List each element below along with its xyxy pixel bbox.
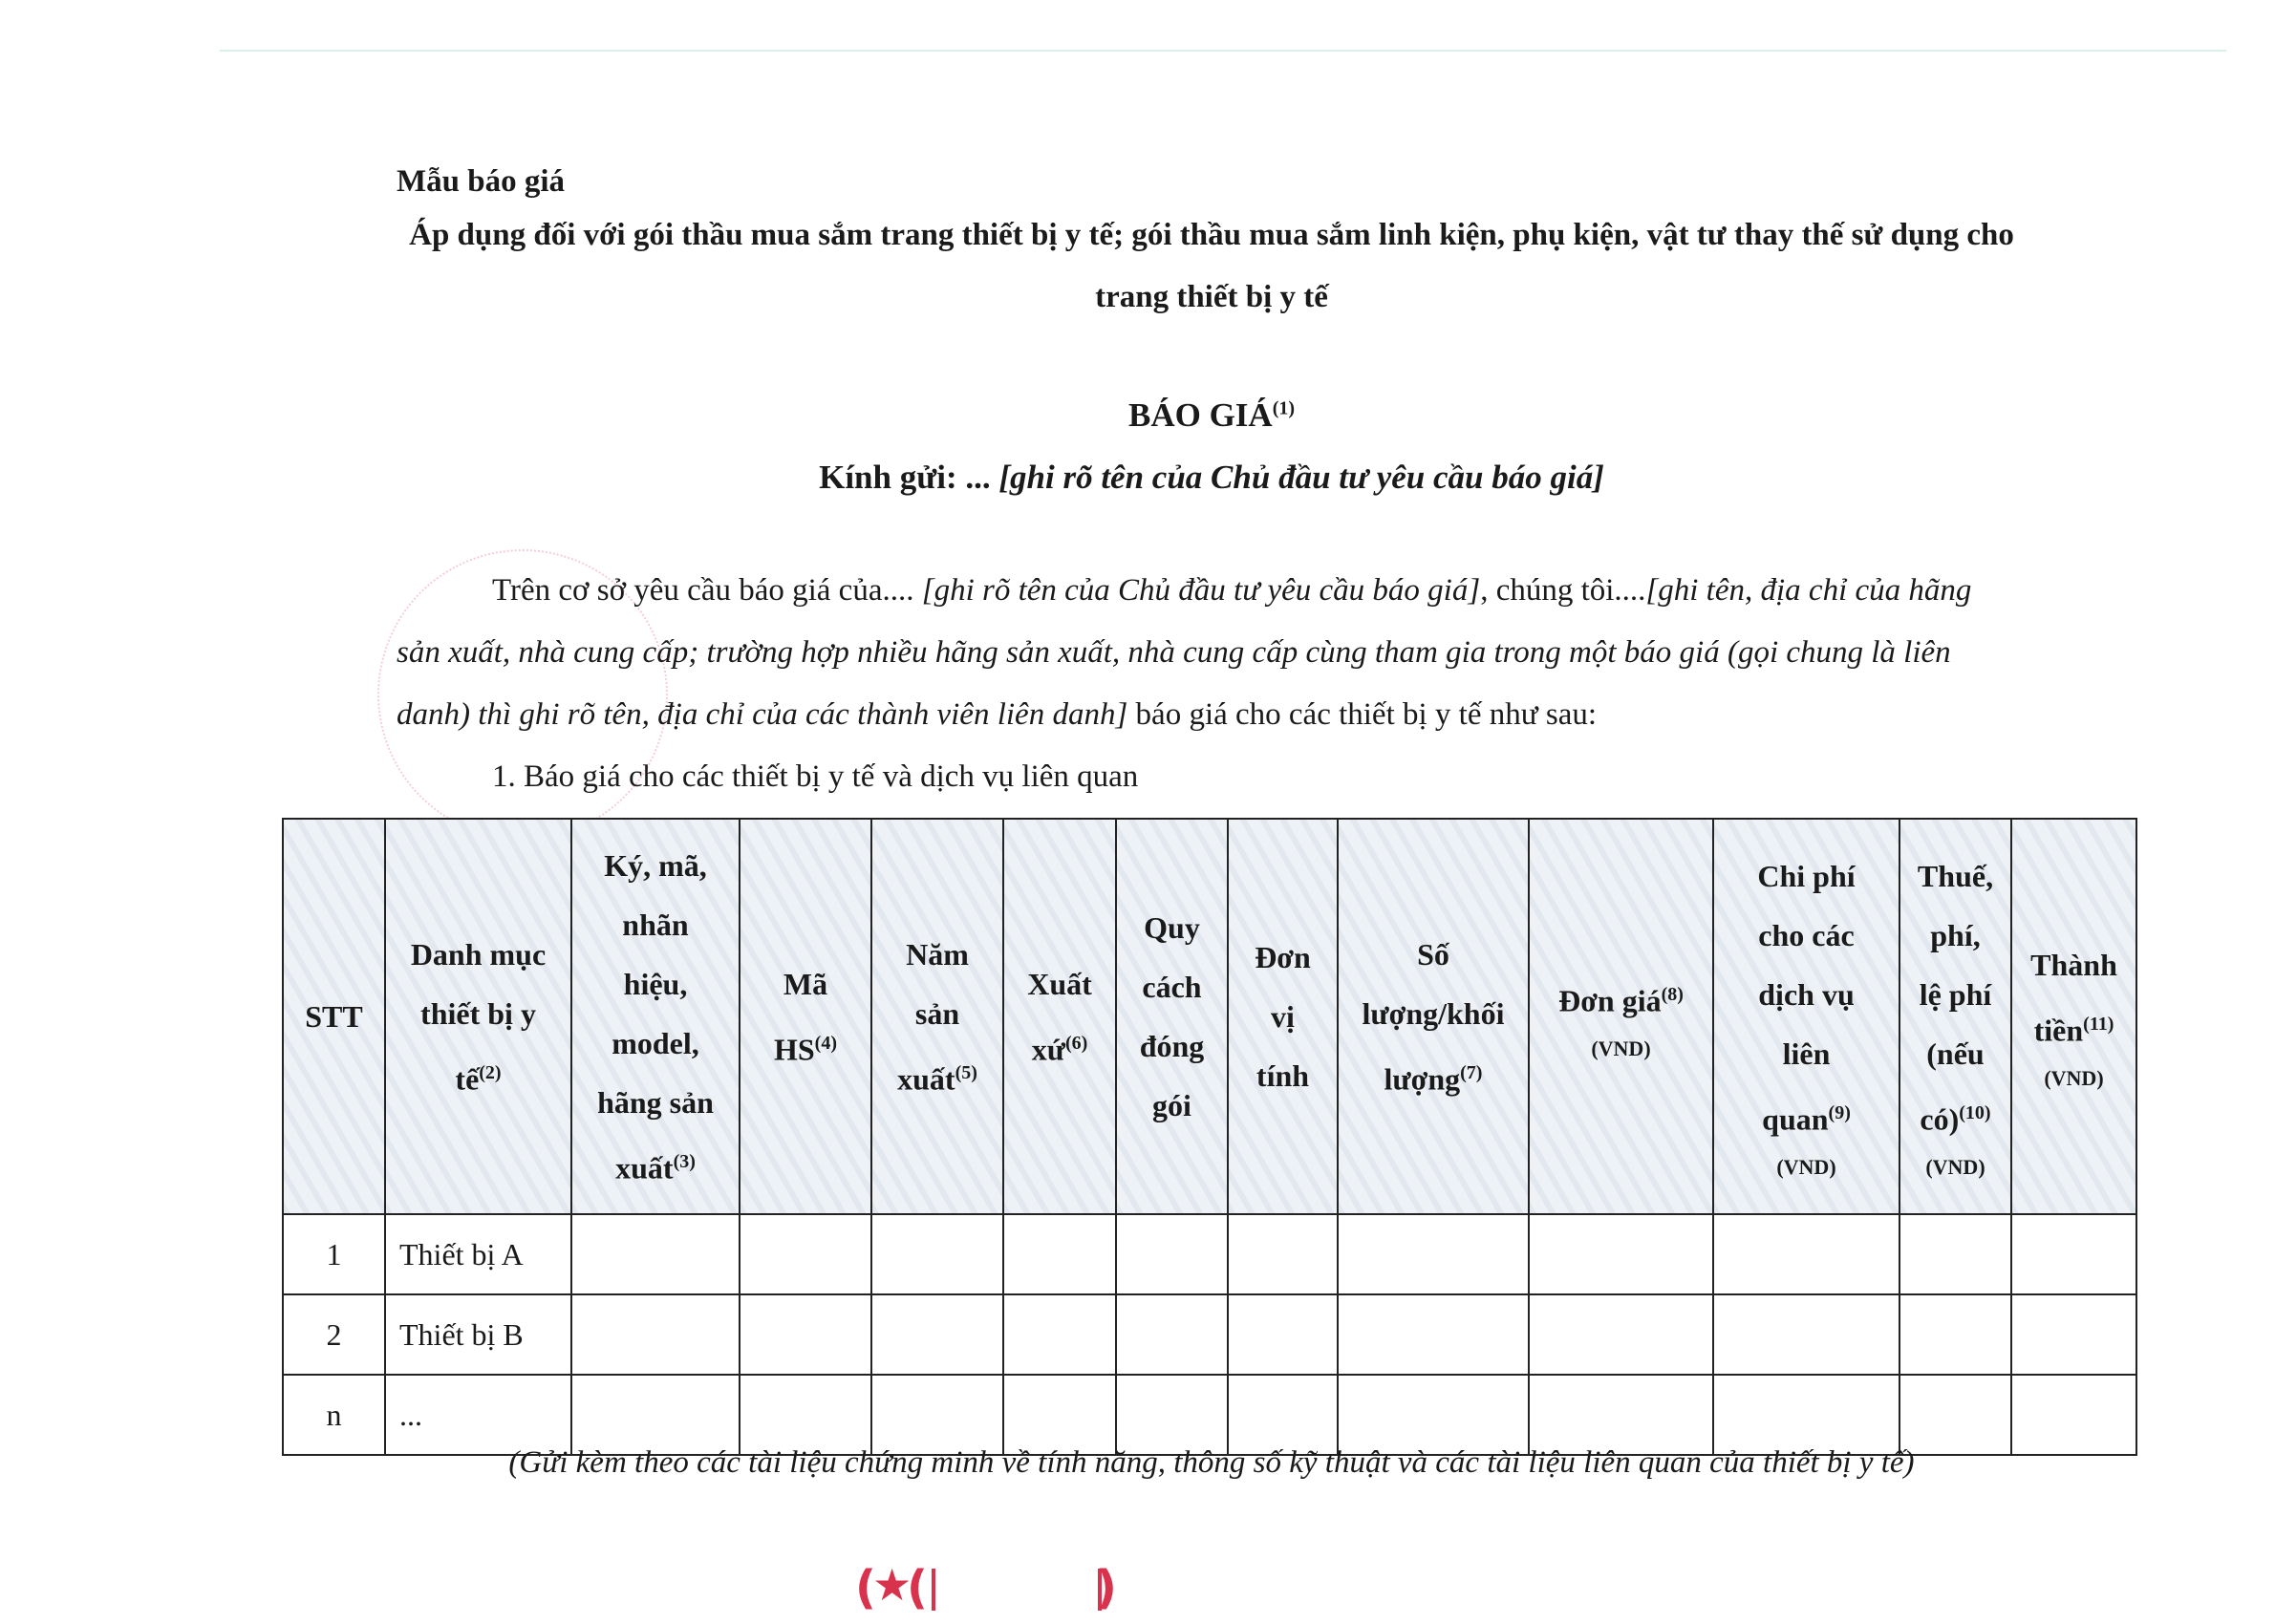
- header-text: Danh mục: [410, 936, 547, 972]
- header-text: nhãn: [622, 907, 689, 942]
- empty-cell: [1529, 1214, 1713, 1294]
- scan-edge-line: [220, 50, 2226, 52]
- stamp-ring-segment: [932, 1569, 1102, 1611]
- header-text: lệ phí: [1919, 976, 1992, 1012]
- stamp-star-icon: ★: [872, 1559, 912, 1611]
- header-text: model,: [612, 1025, 699, 1060]
- empty-cell: [1338, 1294, 1529, 1375]
- body-placeholder: [ghi rõ tên của Chủ đầu tư yêu cầu báo giá]: [921, 573, 1481, 608]
- header-unit: (VND): [1776, 1155, 1836, 1180]
- table-header-cell: [2011, 819, 2136, 1214]
- stamp-fragment: [855, 1555, 1132, 1624]
- empty-cell: [1529, 1294, 1713, 1375]
- table-header-cell: [740, 819, 871, 1214]
- header-note: (8): [1661, 983, 1684, 1005]
- header-note: (9): [1828, 1101, 1851, 1123]
- header-text: Chi phí: [1757, 858, 1856, 893]
- header-text: Số: [1417, 936, 1449, 972]
- empty-cell: [1713, 1294, 1899, 1375]
- header-text: có): [1920, 1101, 1960, 1137]
- header-text: sản: [914, 995, 960, 1031]
- header-text: Xuất: [1027, 966, 1092, 1001]
- empty-cell: [2011, 1294, 2136, 1375]
- header-text: xuất: [897, 1061, 955, 1097]
- scope-line-1: Áp dụng đối với gói thầu mua sắm trang thiết bị y tế; gói thầu mua sắm linh kiện, phụ kiện, vật tư thay thế sử dụng cho: [409, 218, 2014, 252]
- table-header-cell: [571, 819, 740, 1214]
- empty-cell: [2011, 1375, 2136, 1455]
- header-unit: (VND): [2044, 1066, 2104, 1091]
- header-text: Thành: [2030, 947, 2117, 982]
- header-text: lượng/khối: [1362, 995, 1505, 1031]
- row-stt: 2: [283, 1294, 385, 1375]
- header-text: (nếu: [1926, 1036, 1985, 1071]
- header-text: đóng: [1139, 1029, 1205, 1063]
- body-paragraph-line-2: sản xuất, nhà cung cấp; trường hợp nhiều hãng sản xuất, nhà cung cấp cùng tham gia trong một báo giá (gọi chung là liên: [397, 635, 1951, 670]
- empty-cell: [740, 1214, 871, 1294]
- row-device-name: Thiết bị B: [385, 1294, 571, 1375]
- header-text: STT: [305, 999, 363, 1034]
- header-text: tính: [1256, 1058, 1310, 1093]
- empty-cell: [1003, 1214, 1116, 1294]
- addressee-label: Kính gửi: ...: [819, 459, 991, 496]
- body-text: , chúng tôi....: [1480, 573, 1646, 608]
- header-note: (11): [2083, 1013, 2114, 1035]
- header-text: Mã: [783, 966, 828, 1001]
- header-text: HS: [773, 1032, 815, 1067]
- header-note: (7): [1460, 1061, 1483, 1083]
- header-text: thiết bị y: [420, 995, 536, 1031]
- document-title-note: (1): [1272, 397, 1296, 419]
- addressee-line: [0, 459, 2275, 497]
- empty-cell: [571, 1214, 740, 1294]
- table-header-cell: [1713, 819, 1899, 1214]
- header-text: Ký, mã,: [604, 847, 707, 883]
- table-row: [283, 1214, 2136, 1294]
- header-text: cách: [1142, 970, 1202, 1004]
- row-stt: 1: [283, 1214, 385, 1294]
- header-note: (3): [673, 1150, 696, 1172]
- empty-cell: [1228, 1294, 1338, 1375]
- header-text: tế: [455, 1061, 480, 1097]
- empty-cell: [1713, 1214, 1899, 1294]
- empty-cell: [871, 1375, 1003, 1455]
- header-note: (5): [955, 1061, 977, 1083]
- header-text: phí,: [1930, 917, 1981, 952]
- header-text: liên: [1782, 1036, 1831, 1071]
- table-header-cell: [1529, 819, 1713, 1214]
- header-note: (2): [479, 1061, 502, 1083]
- document-title-text: BÁO GIÁ: [1127, 396, 1273, 434]
- section-heading: 1. Báo giá cho các thiết bị y tế và dịch vụ liên quan: [492, 759, 1139, 794]
- header-text: quan: [1762, 1101, 1829, 1137]
- empty-cell: [1003, 1375, 1116, 1455]
- body-paragraph-line-1: [492, 573, 2212, 609]
- table-header-cell: [871, 819, 1003, 1214]
- table-header-cell: [385, 819, 571, 1214]
- header-text: gói: [1152, 1088, 1191, 1122]
- header-text: dịch vụ: [1758, 976, 1855, 1012]
- empty-cell: [1338, 1214, 1529, 1294]
- header-unit: (VND): [1925, 1155, 1985, 1180]
- header-text: vị: [1271, 999, 1295, 1034]
- empty-cell: [740, 1294, 871, 1375]
- empty-cell: [1228, 1214, 1338, 1294]
- empty-cell: [1338, 1375, 1529, 1455]
- footnote: (Gửi kèm theo các tài liệu chứng minh về tính năng, thông số kỹ thuật và các tài liệu liên quan của thiết bị y tế): [508, 1445, 1915, 1480]
- row-device-name: Thiết bị A: [385, 1214, 571, 1294]
- empty-cell: [1899, 1294, 2011, 1375]
- table-header-cell: [1899, 819, 2011, 1214]
- empty-cell: [1899, 1214, 2011, 1294]
- empty-cell: [740, 1375, 871, 1455]
- empty-cell: [1116, 1375, 1228, 1455]
- empty-cell: [1116, 1214, 1228, 1294]
- empty-cell: [571, 1294, 740, 1375]
- body-paragraph-line-3: [397, 697, 2116, 733]
- empty-cell: [571, 1375, 740, 1455]
- empty-cell: [1713, 1375, 1899, 1455]
- empty-cell: [871, 1294, 1003, 1375]
- header-text: Thuế,: [1917, 858, 1994, 893]
- table-header-cell: [1228, 819, 1338, 1214]
- empty-cell: [871, 1214, 1003, 1294]
- empty-cell: [1529, 1375, 1713, 1455]
- document-title: [0, 396, 2275, 435]
- scope-line-2: trang thiết bị y tế: [1095, 280, 1328, 314]
- table-row: [283, 1294, 2136, 1375]
- stamp-bracket-left: (: [855, 1561, 876, 1614]
- header-text: Đơn giá: [1558, 983, 1662, 1018]
- body-text: Trên cơ sở yêu cầu báo giá của....: [492, 573, 922, 608]
- table-header-cell: [1003, 819, 1116, 1214]
- header-text: hãng sản: [597, 1084, 714, 1120]
- header-text: xuất: [615, 1150, 674, 1186]
- table-body: [283, 1214, 2136, 1455]
- header-text: Quy: [1144, 910, 1200, 945]
- header-note: (4): [814, 1032, 837, 1054]
- body-placeholder: [ghi tên, địa chỉ của hãng: [1645, 573, 1972, 608]
- header-note: (6): [1064, 1032, 1088, 1054]
- body-placeholder: danh) thì ghi rõ tên, địa chỉ của các thành viên liên danh]: [397, 697, 1128, 732]
- row-stt: n: [283, 1375, 385, 1455]
- empty-cell: [1116, 1294, 1228, 1375]
- row-device-name: ...: [385, 1375, 571, 1455]
- empty-cell: [1228, 1375, 1338, 1455]
- table-header-cell: [1116, 819, 1228, 1214]
- header-text: cho các: [1758, 917, 1855, 952]
- table-header-row: [283, 819, 2136, 1214]
- header-unit: (VND): [1591, 1036, 1651, 1061]
- header-text: tiền: [2033, 1013, 2084, 1048]
- table-header-cell: [1338, 819, 1529, 1214]
- header-text: lượng: [1384, 1061, 1461, 1097]
- table-row: [283, 1375, 2136, 1455]
- form-name: Mẫu báo giá: [397, 164, 566, 199]
- table-header-cell: [283, 819, 385, 1214]
- quotation-table: [282, 818, 2137, 1456]
- header-note: (10): [1959, 1101, 1991, 1123]
- header-text: Năm: [906, 936, 969, 972]
- stamp-bracket-end: ): [1096, 1561, 1117, 1614]
- body-text: báo giá cho các thiết bị y tế như sau:: [1127, 697, 1598, 732]
- empty-cell: [1003, 1294, 1116, 1375]
- header-text: hiệu,: [623, 966, 688, 1001]
- empty-cell: [2011, 1214, 2136, 1294]
- header-text: Đơn: [1255, 940, 1311, 974]
- header-text: xứ: [1031, 1032, 1065, 1067]
- stamp-bracket-right: (: [907, 1561, 928, 1614]
- empty-cell: [1899, 1375, 2011, 1455]
- addressee-placeholder: [ghi rõ tên của Chủ đầu tư yêu cầu báo giá]: [998, 459, 1604, 496]
